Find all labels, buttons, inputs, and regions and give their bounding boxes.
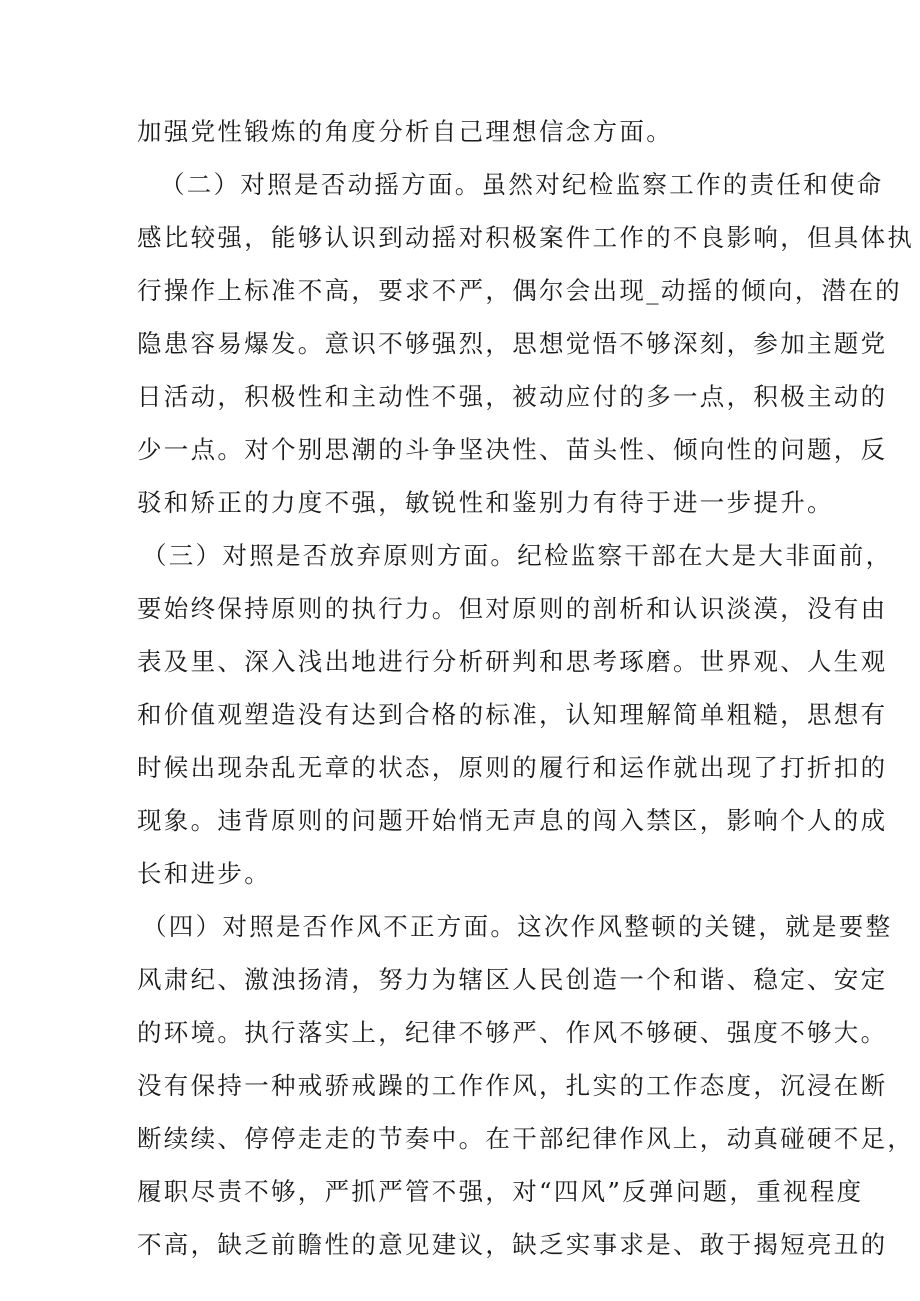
text-line: 驳和矫正的力度不强，敏锐性和鉴别力有待于进一步提升。	[137, 488, 834, 517]
text-line: 表及里、深入浅出地进行分析研判和思考琢磨。世界观、人生观	[137, 647, 888, 676]
text-line: 的环境。执行落实上，纪律不够严、作风不够硬、强度不够大。	[137, 1018, 888, 1047]
text-line: 时候出现杂乱无章的状态，原则的履行和运作就出现了打折扣的	[137, 753, 888, 782]
text-line: 不高，缺乏前瞻性的意见建议，缺乏实事求是、敢于揭短亮丑的	[137, 1230, 888, 1259]
text-line: 没有保持一种戒骄戒躁的工作作风，扎实的工作态度，沉浸在断	[137, 1071, 888, 1100]
text-line: 行操作上标准不高，要求不严，偶尔会出现_动摇的倾向，潜在的	[137, 276, 902, 305]
text-line: 断续续、停停走走的节奏中。在干部纪律作风上，动真碰硬不足，	[137, 1124, 915, 1153]
text-line: 日活动，积极性和主动性不强，被动应付的多一点，积极主动的	[137, 382, 888, 411]
text-line: （二）对照是否动摇方面。虽然对纪检监察工作的责任和使命	[160, 170, 884, 199]
text-line: 履职尽责不够，严抓严管不强，对“四风”反弹问题，重视程度	[137, 1177, 864, 1206]
text-line: 现象。违背原则的问题开始悄无声息的闯入禁区，影响个人的成	[137, 806, 888, 835]
text-line: 感比较强，能够认识到动摇对积极案件工作的不良影响，但具体执	[137, 223, 915, 252]
text-line: 加强党性锻炼的角度分析自己理想信念方面。	[137, 117, 673, 146]
text-line: （三）对照是否放弃原则方面。纪检监察干部在大是大非面前，	[142, 541, 893, 570]
text-line: 少一点。对个别思潮的斗争坚决性、苗头性、倾向性的问题，反	[137, 435, 888, 464]
text-line: （四）对照是否作风不正方面。这次作风整顿的关键，就是要整	[142, 912, 893, 941]
text-line: 隐患容易爆发。意识不够强烈，思想觉悟不够深刻，参加主题党	[137, 329, 888, 358]
text-line: 和价值观塑造没有达到合格的标准，认知理解简单粗糙，思想有	[137, 700, 888, 729]
text-line: 要始终保持原则的执行力。但对原则的剖析和认识淡漠，没有由	[137, 594, 888, 623]
text-line: 风肃纪、激浊扬清，努力为辖区人民创造一个和谐、稳定、安定	[137, 965, 888, 994]
text-line: 长和进步。	[137, 859, 271, 888]
